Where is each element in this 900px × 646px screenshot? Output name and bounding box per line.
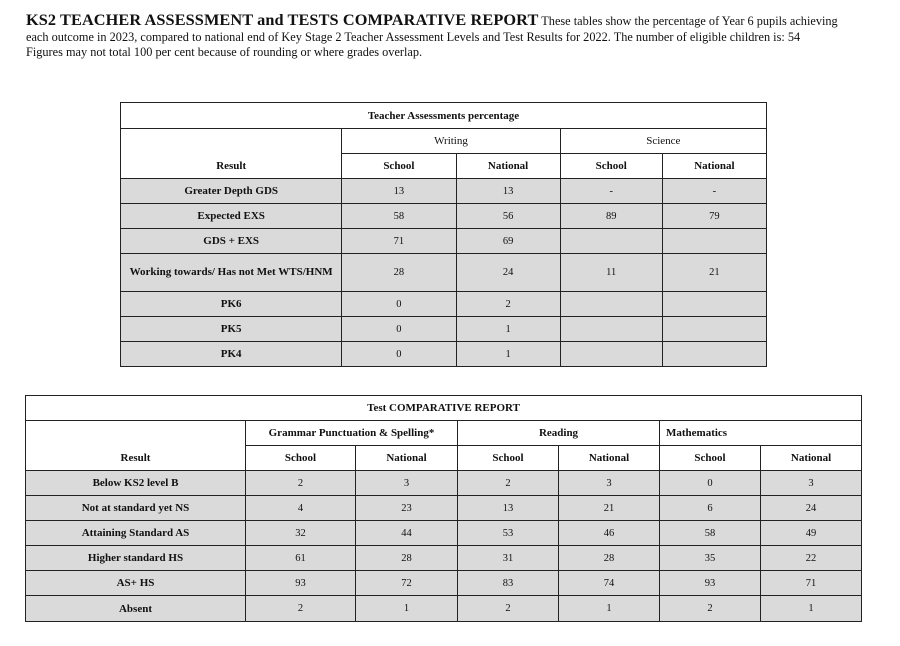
science-school-value: - (560, 179, 662, 204)
maths-national-value: 22 (761, 546, 862, 571)
gps-national-value: 72 (356, 571, 458, 596)
table-row (26, 496, 862, 521)
science-national-value: 79 (662, 204, 766, 229)
reading-national-value: 3 (559, 471, 660, 496)
report-title: KS2 TEACHER ASSESSMENT and TESTS COMPARATIVE REPORT (26, 10, 539, 29)
science-school-value (560, 292, 662, 317)
reading-national-value: 1 (559, 596, 660, 622)
reading-school-value: 53 (458, 521, 559, 546)
table-row (26, 471, 862, 496)
report-description-2: each outcome in 2023, compared to national end of Key Stage 2 Teacher Assessment Levels and Test Results for 2022. The number of eligible children is: 54 (26, 29, 801, 44)
maths-national-value: 49 (761, 521, 862, 546)
gps-header: Grammar Punctuation & Spelling* (246, 421, 458, 446)
maths-national-value: 3 (761, 471, 862, 496)
writing-national-value: 13 (456, 179, 560, 204)
maths-school-value: 93 (660, 571, 761, 596)
reading-school-value: 13 (458, 496, 559, 521)
maths-national-value: 24 (761, 496, 862, 521)
science-national-value (662, 229, 766, 254)
table-row (26, 571, 862, 596)
row-label: Below KS2 level B (26, 471, 246, 496)
writing-school-value: 13 (342, 179, 456, 204)
row-label: Absent (26, 596, 246, 622)
reading-school-value: 31 (458, 546, 559, 571)
writing-national-value: 56 (456, 204, 560, 229)
gps-school-value: 61 (246, 546, 356, 571)
reading-national-value: 74 (559, 571, 660, 596)
writing-national-value: 69 (456, 229, 560, 254)
row-label: Working towards/ Has not Met WTS/HNM (121, 254, 342, 292)
writing-school-value: 28 (342, 254, 456, 292)
maths-national-value: 1 (761, 596, 862, 622)
maths-school-value: 2 (660, 596, 761, 622)
row-label: Greater Depth GDS (121, 179, 342, 204)
writing-national-value: 1 (456, 342, 560, 367)
reading-school-header: School (458, 446, 559, 471)
gps-school-value: 93 (246, 571, 356, 596)
empty-header-cell (121, 129, 342, 154)
row-label: Not at standard yet NS (26, 496, 246, 521)
science-national-value (662, 292, 766, 317)
maths-school-value: 0 (660, 471, 761, 496)
writing-school-value: 58 (342, 204, 456, 229)
science-national-value: 21 (662, 254, 766, 292)
gps-school-value: 2 (246, 471, 356, 496)
science-national-value (662, 342, 766, 367)
table-row (121, 342, 767, 367)
gps-school-header: School (246, 446, 356, 471)
row-label: GDS + EXS (121, 229, 342, 254)
row-label: AS+ HS (26, 571, 246, 596)
gps-school-value: 32 (246, 521, 356, 546)
writing-school-value: 71 (342, 229, 456, 254)
science-school-header: School (560, 154, 662, 179)
row-label: PK6 (121, 292, 342, 317)
table-row (121, 317, 767, 342)
result-header: Result (26, 446, 246, 471)
report-header (26, 12, 876, 61)
test-table-title: Test COMPARATIVE REPORT (26, 396, 862, 421)
row-label: Attaining Standard AS (26, 521, 246, 546)
maths-header: Mathematics (660, 421, 862, 446)
writing-national-value: 1 (456, 317, 560, 342)
science-header: Science (560, 129, 766, 154)
maths-school-value: 58 (660, 521, 761, 546)
row-label: Higher standard HS (26, 546, 246, 571)
reading-school-value: 2 (458, 471, 559, 496)
reading-school-value: 2 (458, 596, 559, 622)
gps-national-value: 3 (356, 471, 458, 496)
empty-header-cell (26, 421, 246, 446)
science-school-value: 89 (560, 204, 662, 229)
reading-national-value: 21 (559, 496, 660, 521)
table-row (26, 521, 862, 546)
writing-school-value: 0 (342, 292, 456, 317)
writing-school-header: School (342, 154, 456, 179)
table-row (121, 254, 767, 292)
science-school-value: 11 (560, 254, 662, 292)
reading-national-header: National (559, 446, 660, 471)
gps-national-header: National (356, 446, 458, 471)
reading-header: Reading (458, 421, 660, 446)
test-comparative-table (25, 395, 862, 622)
table-row (121, 204, 767, 229)
row-label: PK4 (121, 342, 342, 367)
gps-school-value: 2 (246, 596, 356, 622)
writing-header: Writing (342, 129, 560, 154)
table-row (121, 292, 767, 317)
reading-national-value: 46 (559, 521, 660, 546)
report-description-3: Figures may not total 100 per cent because of rounding or where grades overlap. (26, 45, 423, 59)
gps-national-value: 1 (356, 596, 458, 622)
teacher-assessment-table (120, 102, 767, 367)
science-national-header: National (662, 154, 766, 179)
writing-school-value: 0 (342, 342, 456, 367)
gps-national-value: 28 (356, 546, 458, 571)
writing-national-value: 2 (456, 292, 560, 317)
writing-national-header: National (456, 154, 560, 179)
table-row (26, 546, 862, 571)
gps-school-value: 4 (246, 496, 356, 521)
science-school-value (560, 342, 662, 367)
row-label: Expected EXS (121, 204, 342, 229)
result-header: Result (121, 154, 342, 179)
science-school-value (560, 317, 662, 342)
gps-national-value: 23 (356, 496, 458, 521)
maths-national-header: National (761, 446, 862, 471)
science-school-value (560, 229, 662, 254)
writing-national-value: 24 (456, 254, 560, 292)
reading-national-value: 28 (559, 546, 660, 571)
science-national-value (662, 317, 766, 342)
teacher-table-title: Teacher Assessments percentage (121, 103, 767, 129)
table-row (26, 596, 862, 622)
maths-school-value: 6 (660, 496, 761, 521)
table-row (121, 229, 767, 254)
report-description-1: These tables show the percentage of Year 6 pupils achieving (541, 14, 838, 28)
reading-school-value: 83 (458, 571, 559, 596)
maths-school-header: School (660, 446, 761, 471)
maths-national-value: 71 (761, 571, 862, 596)
table-row (121, 179, 767, 204)
row-label: PK5 (121, 317, 342, 342)
gps-national-value: 44 (356, 521, 458, 546)
writing-school-value: 0 (342, 317, 456, 342)
science-national-value: - (662, 179, 766, 204)
maths-school-value: 35 (660, 546, 761, 571)
